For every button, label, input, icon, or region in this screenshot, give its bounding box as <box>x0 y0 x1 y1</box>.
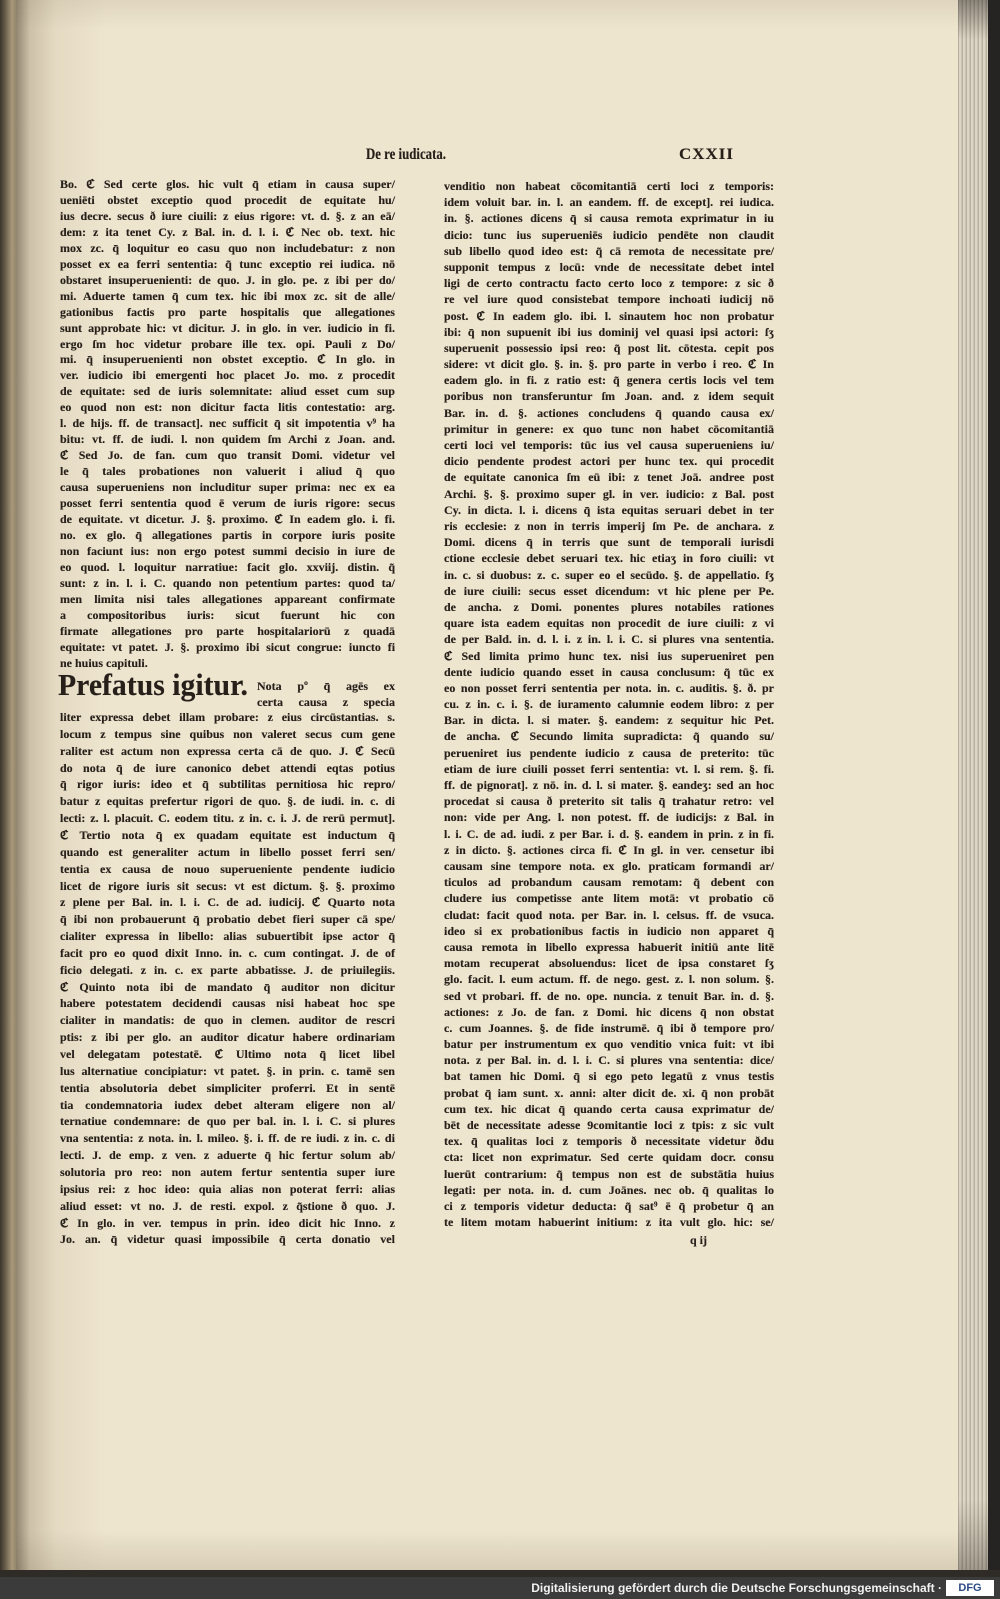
text-line: obstaret insuperuenienti: de quo. J. in glo. pe. z ibi per do/ <box>60 272 395 287</box>
text-line: bitu: vt. ff. de iudi. l. non quidem ſm Archi z Joan. and. <box>60 432 396 447</box>
text-line: licet de rigore iuris sit secus: vt est dictum. §. §. proximo <box>60 878 396 893</box>
text-line: actiones: z Jo. de fan. z Domi. hic dicens q̄ non obstat <box>444 1004 774 1019</box>
text-line: ctione ecclesie debet seruari tex. hic etiaʒ in foro ciuili: vt <box>444 551 775 566</box>
text-line: no. ex glo. q̄ allegationes partis in corpore iuris posite <box>60 527 396 542</box>
text-line: locum z tempus sine quibus non valeret secus cum gene <box>60 726 396 741</box>
text-line: dicio pendente prodest actori per hunc tex. qui procedit <box>444 454 774 469</box>
text-line: bēt de necessitate adesse 9comitantie loci z tpis: z sic vult <box>444 1118 774 1133</box>
text-line: posset ex ea ferri sententia: q̃ tunc exceptio rei iudica. nō <box>60 256 396 271</box>
text-line: mi. q̄ insuperuenienti non obstet exceptio. ℭ In glo. in <box>60 352 395 367</box>
text-line: sunt approbate hic: vt dicitur. J. in glo. in ver. iudicio in fi. <box>60 320 395 335</box>
text-line: ℭ In glo. in ver. tempus in prin. ideo dicit hic Inno. z <box>60 1215 395 1230</box>
text-line: te litem motam habuerint initium: z ita vult glo. hic: se/ <box>444 1215 774 1230</box>
text-line: l. i. C. de ad. iudi. z per Bar. i. d. §. eandem in prin. z in fi. <box>444 826 775 841</box>
text-line: dem: z ita tenet Cy. z Bal. in. d. l. i. ℭ Nec ob. text. hic <box>60 224 395 239</box>
text-line: procedat si causa ð preterito sit talis q̄ trahatur retro: vel <box>444 794 774 809</box>
folio-number: CXXII <box>679 146 735 163</box>
signature-mark: q ij <box>690 1233 708 1247</box>
text-line: de equitate. vt dicetur. J. §. proximo. ℭ In eadem glo. i. fi. <box>60 511 395 526</box>
text-line: ff. de pignorat]. z nō. in. d. l. si mater. §. eandeʒ: sed an hoc <box>444 778 774 793</box>
text-line: de equitate: sed de iuris solemnitate: aliud esset cum sup <box>60 384 395 399</box>
text-line: causa superueniens non includitur super prima: nec ex ea <box>60 480 395 495</box>
text-line: Bar. in dicta. l. si mater. §. eandem: z sequitur hic Pet. <box>444 713 774 728</box>
text-line: dente iudicio quando esset in causa conclusum: q̃ tūc ex <box>444 664 774 679</box>
scan-border-bottom <box>0 1570 1000 1577</box>
right-column <box>444 178 774 1248</box>
text-line: Domi. dicens q̄ in terris que sunt de temporali iurisdi <box>444 535 774 550</box>
text-line: ficio delegati. z in. c. ex parte abbatisse. J. de priuilegiis. <box>60 962 395 977</box>
text-line: sidere: vt dicit glo. §. in. §. pro parte in verbo i reo. ℭ In <box>444 357 774 372</box>
text-line: causa remota in libello expressa habuerit initiū ante litē <box>444 939 774 954</box>
text-line: z plene per Bal. in. l. i. C. de ad. iudicij. ℭ Quarto nota <box>60 895 396 910</box>
text-line: do nota q̄ de iure canonico debet attendi eqtas potius <box>60 760 395 775</box>
text-line: luerūt contrarium: q̃ tempus non est de substātia huius <box>444 1166 775 1181</box>
text-line: de ancha. z Domi. ponentes plures notabiles rationes <box>444 599 774 614</box>
text-line: lecti. J. de emp. z ven. z aduerte q̄ hic fertur solum ab/ <box>60 1148 395 1163</box>
text-line: batur z equitas prefertur rigori de quo. §. de iudi. in. c. di <box>60 794 396 809</box>
text-line: eo quod. l. loquitur narratiue: facit glo. xxviij. distin. q̃ <box>60 559 396 574</box>
text-line: sed vt probari. ff. de no. ope. nuncia. z tenuit Bar. in. d. §. <box>444 988 775 1003</box>
section-heading: Prefatus igitur. <box>58 667 249 702</box>
text-line: cum tex. hic dicat q̄ quando certa causa exprimatur de/ <box>444 1101 775 1116</box>
text-line: ius decre. secus ð iure ciuili: z eius rigore: vt. d. §. z an eā/ <box>60 208 395 223</box>
text-line: de iure ciuili: secus esset dicendum: vt hic plene per Pe. <box>444 583 775 598</box>
text-line: raliter est actum non expressa certa cā de quo. J. ℭ Secū <box>60 743 396 758</box>
text-line: quando est generaliter actum in libello posset ferri sen/ <box>60 844 395 859</box>
text-line: Archi. §. §. proximo super gl. in ver. iudicio: z Bal. post <box>444 486 774 501</box>
text-line: post. ℭ In eadem glo. ibi. l. sinautem hoc non probatur <box>444 308 775 323</box>
text-line: vel delegatam potestatē. ℭ Ultimo nota q̄ licet libel <box>60 1047 395 1061</box>
text-line: dicio: tunc ius superueniēs iudicio pendēte non claudit <box>444 227 774 242</box>
text-line: de ancha. ℭ Secundo limita supradicta: q̃ quando su/ <box>444 729 775 744</box>
text-line: sunt: z in. l. i. C. quando non petentium partes: quod ta/ <box>60 575 396 590</box>
text-line: solutoria pro reo: non autem fertur sententia super iure <box>60 1164 396 1179</box>
text-line: ℭ Quinto nota ibi de mandato q̄ auditor non dicitur <box>60 979 396 994</box>
text-line: ris ecclesie: z non in terris imperij ſm Pe. de anchara. z <box>444 518 774 533</box>
text-line: lus alternatiue concipiatur: vt patet. §. in prin. c. tamē sen <box>60 1063 395 1078</box>
text-line: tentia absolutoria debet simpliciter proferri. Et in sentē <box>60 1080 396 1095</box>
text-line: cialiter in mandatis: de quo in clemen. auditor de rescri <box>60 1013 395 1028</box>
text-line: cludat: facit quod nota. per Bar. in. l. celsus. ff. de vsuca. <box>444 907 775 922</box>
text-line: ipsius rei: z hoc ideo: quia alias non poterat ferri: alias <box>60 1181 396 1196</box>
text-line: liter expressa debet illam probare: z eius circūstantias. s. <box>60 710 396 724</box>
text-line: certi loci vel temporis: tūc ius vel causa superueniens iu/ <box>444 438 774 453</box>
text-line: ℭ Sed limita primo hunc tex. nisi ius superueniret pen <box>444 648 775 663</box>
text-line: etiam de iure ciuili posset ferri sententia: vt. l. si rem. §. fi. <box>444 761 775 776</box>
text-line: de equitate canonica ſm eū ibi: z tenet Joā. andree post <box>444 470 775 485</box>
text-line: nota. z per Bal. in. d. l. i. C. si plures vna sententia: dice/ <box>444 1053 774 1068</box>
text-line: certa causa z specia <box>257 695 395 709</box>
text-line: legati: per nota. in. d. cum Joānes. nec ob. q̄ qualitas lo <box>444 1182 774 1197</box>
text-line: ptis: z ibi per glo. an auditor dicatur habere ordinariam <box>60 1030 395 1045</box>
text-line: de per Bald. in. d. l. i. z in. l. i. C. si plures vna sententia. <box>444 632 774 647</box>
text-line: ver. iudicio ibi emergenti hoc placet Jo. mo. z procedit <box>60 368 395 383</box>
book-fore-edge <box>958 0 988 1574</box>
text-line: equitate: vt patet. J. §. proximo ibi sicut congrue: iuncto fi <box>60 639 396 654</box>
text-line: eo non posset ferri sententia per nota. in. c. auditis. §. ð. pr <box>444 680 774 695</box>
running-title: De re iudicata. <box>366 146 446 163</box>
text-line: eadem glo. in fi. z ratio est: q̃ genera certis locis vel tem <box>444 373 775 388</box>
text-line: superuenit possessio ipsi reo: q̃ post lit. cōtesta. cepit pos <box>444 340 774 355</box>
text-line: ergo ſm hoc videtur probare ille tex. opi. Pauli z Do/ <box>60 336 395 351</box>
heading-side-note <box>257 678 395 712</box>
text-line: z in dicto. §. actiones circa fi. ℭ In gl. in ver. censetur ibi <box>444 842 774 857</box>
text-line: non: vide per Ang. l. non potest. ff. de iudicijs: z Bal. in <box>444 810 775 825</box>
text-line: q̄ ibi non probauerunt q̄ probatio debet fieri super cā spe/ <box>60 912 396 927</box>
text-line: ne huius capituli. <box>60 655 148 670</box>
text-line: perueniret ius pendente iudicio z causa de preterito: tūc <box>444 745 774 760</box>
text-line: vna sententia: z nota. in. l. mileo. §. i. ff. de re iudi. z in. c. di <box>60 1131 395 1146</box>
text-line: Bar. in. d. §. actiones concludens q̄ quando causa ex/ <box>444 405 774 420</box>
text-line: ℭ Tertio nota q̄ ex quadam equitate est inductum q̄ <box>60 827 396 842</box>
text-line: ueniēti obstet exceptio quod procedit de equitate hu/ <box>60 192 396 207</box>
scan-border-right <box>988 0 1000 1577</box>
text-line: ligi de certo contractu facto certo loco z tempore: z sic ð <box>444 276 774 291</box>
text-line: aliud esset: vt no. J. de resti. expol. z q̃stione ð quo. J. <box>60 1198 396 1213</box>
text-line: quare ista eadem equitas non procedit de iure ciuili: z vi <box>444 616 775 631</box>
text-line: lecti: z. l. placuit. C. eodem titu. z in. c. i. J. de rerū permut]. <box>60 811 396 826</box>
text-line: idem voluit bar. in. l. an eandem. ff. de except]. rei iudica. <box>444 195 774 210</box>
text-line: firmate allegationes pro parte hospitalariorū z quadā <box>60 623 396 638</box>
text-line: le q̄ tales probationes non valuerit i aliud q̄ quo <box>60 464 395 479</box>
text-line: poribus non transferuntur ſm Joan. and. z idem sequit <box>444 389 774 404</box>
text-line: ci z temporis videtur deducta: q̃ sat⁹ ē q̄ probetur q̄ an <box>444 1198 774 1213</box>
funding-notice: Digitalisierung gefördert durch die Deutsche Forschungsgemeinschaft · <box>531 1581 942 1595</box>
text-line: ticulos ad probandum causam remotam: q̃ debent con <box>444 875 775 890</box>
text-line: gationibus factis pro parte hospitalis que allegationes <box>60 304 395 319</box>
text-line: eo quod non est: non dicitur facta litis contestatio: arg. <box>60 400 395 415</box>
text-line: probat q̄ iam sunt. x. anni: alter dicit de. xi. q̄ non probāt <box>444 1085 775 1100</box>
text-line: q̄ rigor iuris: ideo et q̄ subtilitas pernitiosa hic repro/ <box>60 777 395 792</box>
text-line: facit pro eo quod dixit Inno. in. c. cum contingat. J. de of <box>60 945 395 960</box>
text-line: mi. Aduerte tamen q̄ cum tex. hic ibi mox zc. sit de alle/ <box>60 288 395 303</box>
text-line: cludere ius competisse ante litem motā: vt probatio cō <box>444 891 774 906</box>
left-column-lower <box>60 709 395 1249</box>
text-line: motam recuperat absoluendus: licet de ipsa constaret ſʒ <box>444 956 774 971</box>
text-line: tex. q̄ qualitas loci z temporis ð necessitate videtur ðdu <box>444 1134 774 1149</box>
text-line: Nota pº q̄ agēs ex <box>257 679 396 693</box>
text-line: cta: licet non exprimatur. Sed certe quidam docr. consu <box>444 1150 775 1165</box>
text-line: primitur in genere: ex quo tunc non habet cōcomitantiā <box>444 421 774 436</box>
dfg-logo: DFG <box>946 1580 994 1596</box>
text-line: cialiter expressa in libello: alias subuertibit ipse actor q̄ <box>60 929 396 944</box>
text-line: ℭ Sed Jo. de fan. cum quo transit Domi. videtur vel <box>60 448 395 463</box>
text-line: supponit tempus z locū: vnde de necessitate debet intel <box>444 259 775 274</box>
text-line: c. cum Joannes. §. de fide instrumē. q̄ ibi ð tempore pro/ <box>444 1020 775 1035</box>
text-line: mox zc. q̄ loquitur eo casu quo non includebatur: z non <box>60 240 395 255</box>
text-line: ibi: q̄ non supuenit ibi ius dominij vel quasi ipsi actori: ſʒ <box>444 324 774 339</box>
text-line: glo. facit. l. eum actum. ff. de nego. gest. z. l. non solum. §. <box>444 972 775 987</box>
text-line: Cy. in dicta. l. i. dicens q̄ ista equitas seruari debet in ter <box>444 502 774 517</box>
text-line: ideo si ex probationibus factis in iudicio non apparet q̄ <box>444 923 775 938</box>
text-line: tentia ex causa de nouo superueniente pendente iudicio <box>60 861 395 876</box>
text-line: re vel iure quod consistebat tempore inchoati iudicij nō <box>444 292 774 307</box>
text-line: sub libello quod ideo est: q̃ cā remota de necessitate pre/ <box>444 243 775 258</box>
text-line: cu. z in. c. i. §. de iuramento calumnie eodem libro: z per <box>444 697 774 712</box>
text-line: batur per instrumentum ex quo venditio vnica fuit: vt ibi <box>444 1037 774 1052</box>
text-line: habere potestatem decidendi causas nisi habeat hoc spe <box>60 996 395 1011</box>
text-line: l. de hijs. ff. de transact]. nec sufficit q̄ sit impotentia v⁹ ha <box>60 416 395 431</box>
text-line: posset ferri sententia quod ē verum de iuris rigore: secus <box>60 496 396 510</box>
text-line: venditio non habeat cōcomitantiā certi loci z temporis: <box>444 179 775 193</box>
text-line: in. §. actiones dicens q̄ si causa remota exprimatur in iu <box>444 211 774 226</box>
text-line: non faciunt ius: non ergo potest summi decisio in iure de <box>60 543 395 558</box>
text-line: causam sine tempore nota. ex glo. praticam formandi ar/ <box>444 858 774 873</box>
text-line: Bo. ℭ Sed certe glos. hic vult q̄ etiam in causa super/ <box>60 177 395 191</box>
footer-bar <box>0 1577 1000 1599</box>
text-line: in. c. si duobus: z. c. super eo el secūdo. §. de appellatio. ſʒ <box>444 567 775 582</box>
text-line: Jo. an. q̄ videtur quasi impossibile q̄ certa donatio vel <box>60 1232 395 1247</box>
text-line: a compositoribus iuris: sicut fuerunt hic con <box>60 607 395 622</box>
left-column-upper <box>60 176 395 676</box>
text-line: ternatiue condemnare: de quo per bal. in. l. i. C. si plures <box>60 1114 396 1129</box>
text-line: tia condemnatoria iudex debet alteram eligere non al/ <box>60 1097 396 1112</box>
text-line: men limita nisi tales allegationes appareant confirmate <box>60 591 396 606</box>
text-line: bat tamen hic Domi. q̄ si ego peto legatū z vnus testis <box>444 1069 775 1084</box>
